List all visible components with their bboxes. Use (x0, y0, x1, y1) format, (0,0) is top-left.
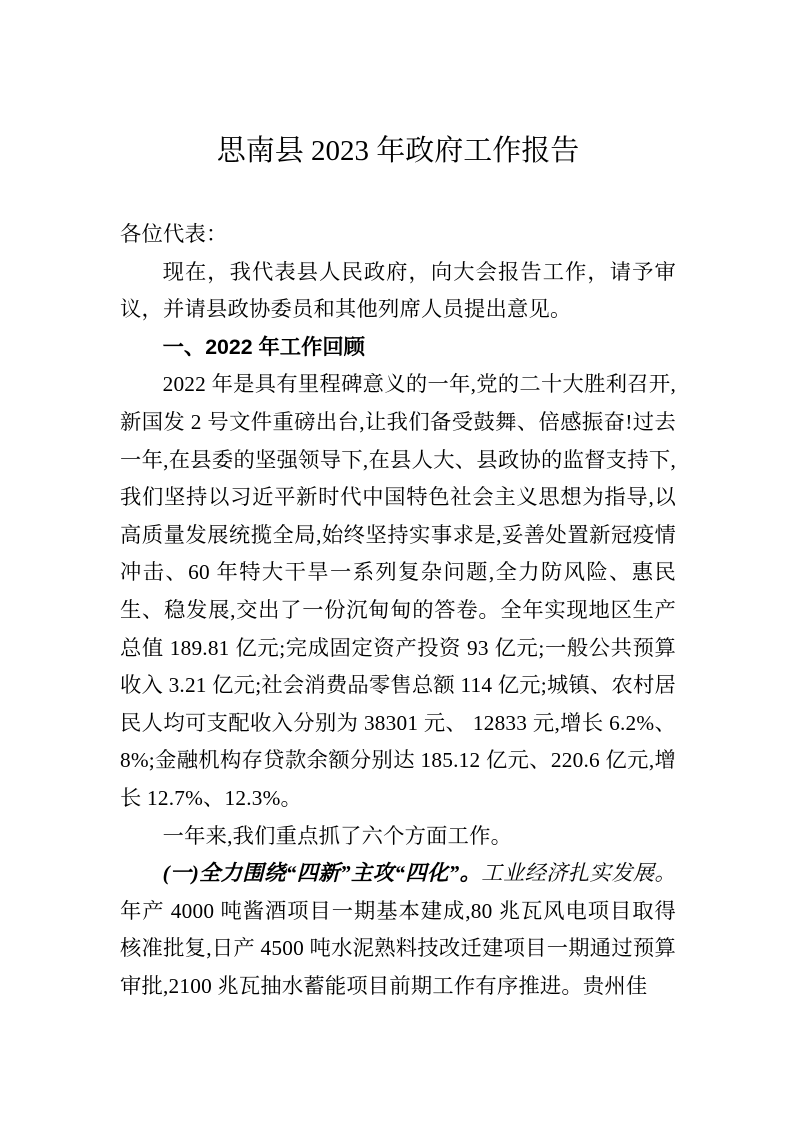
section-heading-2022-review: 一、2022 年工作回顾 (162, 334, 365, 359)
salutation: 各位代表： (120, 222, 228, 246)
subsection-lead-text: (一)全力围绕“四新”主攻“四化”。 (162, 861, 482, 886)
paragraph-subsection-industry (120, 855, 676, 1005)
paragraph-six-aspects: 一年来,我们重点抓了六个方面工作。 (162, 823, 513, 848)
subsection-body-text: 年产 4000 吨酱酒项目一期基本建成,80 兆瓦风电项目取得核准批复,日产 4500 吨水泥熟料技改迁建项目一期通过预算审批,2100 兆瓦抽水蓄能项目前期工作有序推进。贵州佳 (120, 898, 676, 998)
document-title: 思南县 2023 年政府工作报告 (216, 135, 580, 167)
paragraph-intro: 现在，我代表县人民政府，向大会报告工作，请予审议，并请县政协委员和其他列席人员提出意见。 (120, 259, 676, 322)
subsection-emphasis-text: 工业经济扎实发展。 (481, 861, 676, 886)
paragraph-2022-review: 2022 年是具有里程碑意义的一年,党的二十大胜利召开,新国发 2 号文件重磅出台,让我们备受鼓舞、倍感振奋!过去一年,在县委的坚强领导下,在县人大、县政协的监督支持下,我们坚持以习近平新时代中国特色社会主义思想为指导,以高质量发展统揽全局,始终坚持实事求是,妥善处置新冠疫情冲击、60 年特大干旱一系列复杂问题,全力防风险、惠民生、稳发展,交出了一份沉甸甸的答卷。全年实现地区生产总值 189.81 亿元;完成固定资产投资 93 亿元;一般公共预算收入 3.21 亿元;社会消费品零售总额 114 亿元;城镇、农村居民人均可支配收入分别为 38301 元、 12833 元,增长 6.2%、 8%;金融机构存贷款余额分别达 185.12 亿元、220.6 亿元,增长 12.7%、12.3%。 (120, 372, 676, 810)
